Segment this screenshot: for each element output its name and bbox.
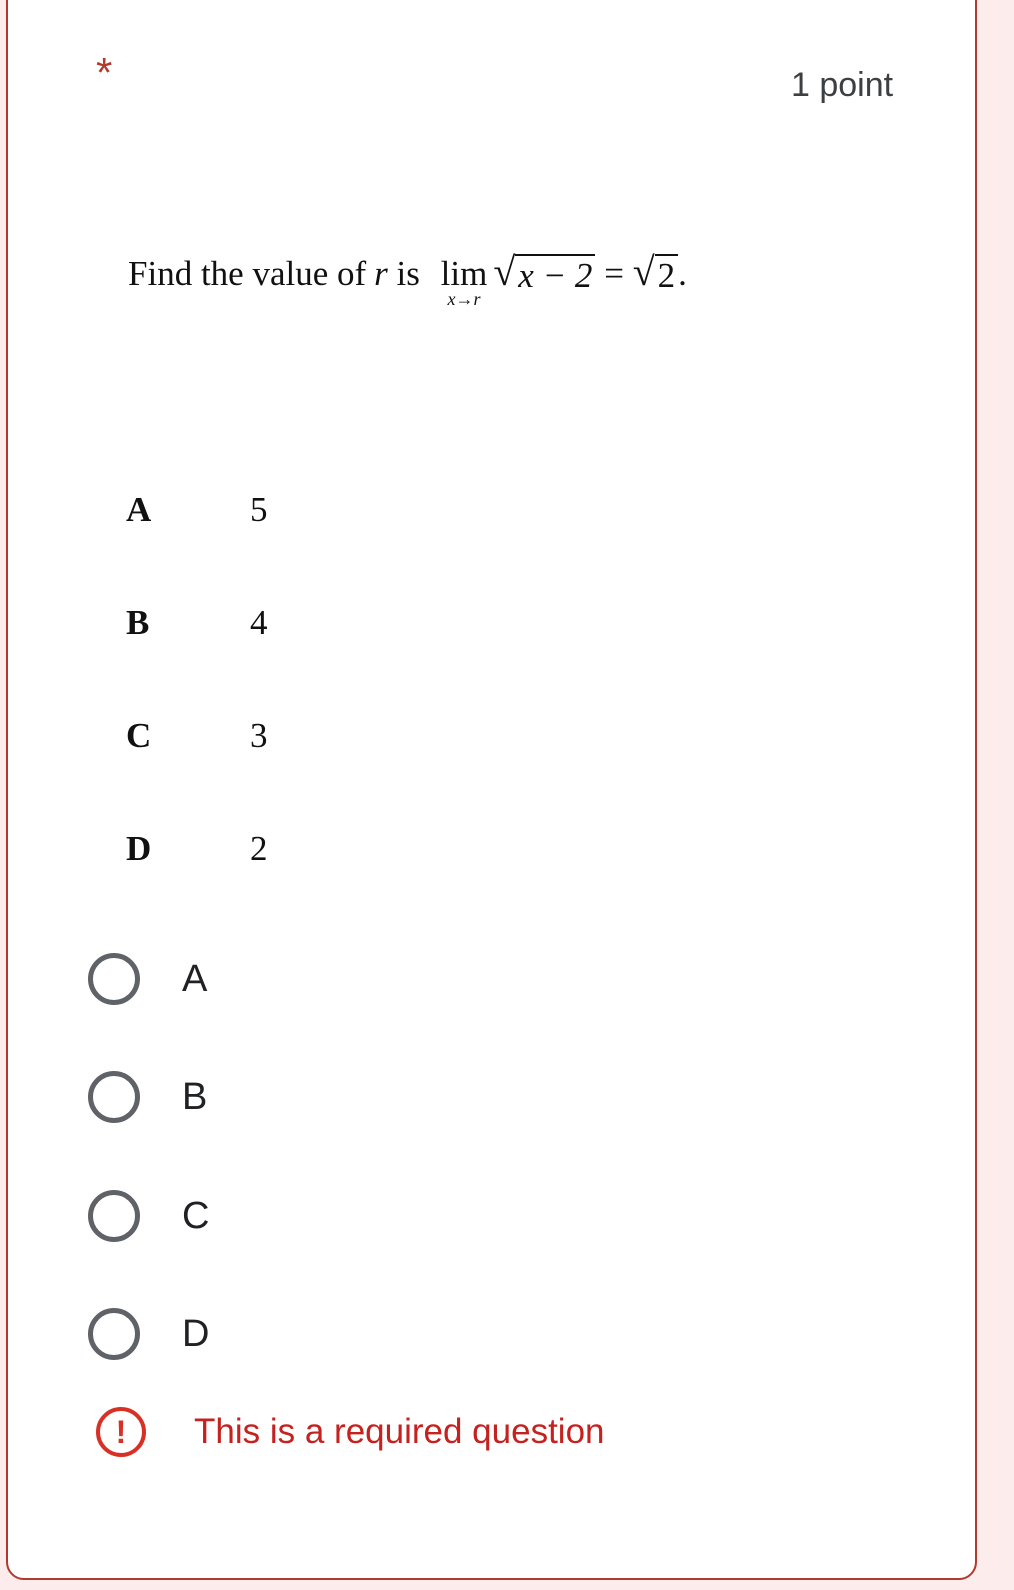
radio-label: A	[182, 957, 208, 1000]
error-message: This is a required question	[194, 1412, 605, 1451]
choice-value: 3	[250, 716, 268, 755]
question-middle: is	[387, 254, 429, 293]
radio-label: D	[182, 1312, 210, 1355]
choice-row-a	[126, 492, 268, 527]
choice-letter: B	[126, 603, 150, 642]
choice-row-c	[126, 718, 268, 753]
choice-letter: C	[126, 716, 152, 755]
radio-option-c[interactable]	[88, 1186, 209, 1246]
lim-subscript: x→r	[447, 289, 481, 309]
radical-sign-rhs: √	[632, 249, 655, 294]
radio-option-d[interactable]	[88, 1304, 209, 1364]
choice-value: 4	[250, 603, 268, 642]
error-icon: !	[96, 1407, 146, 1457]
question-text	[128, 249, 687, 309]
question-variable: r	[374, 254, 388, 293]
radio-button[interactable]	[88, 953, 140, 1005]
choice-letter: D	[126, 829, 152, 868]
question-prefix: Find the value of	[128, 254, 367, 293]
lim-word: lim	[440, 254, 488, 293]
required-error	[96, 1407, 605, 1457]
radicand-right: 2	[655, 254, 679, 296]
choice-value: 5	[250, 490, 268, 529]
radio-label: B	[182, 1075, 208, 1118]
choice-row-b	[126, 605, 268, 640]
equals-sign: =	[595, 254, 633, 293]
radio-button[interactable]	[88, 1190, 140, 1242]
choice-letter: A	[126, 490, 152, 529]
limit-operator	[441, 254, 488, 308]
choice-row-d	[126, 831, 268, 866]
radical-sign: √	[493, 249, 516, 294]
radio-button[interactable]	[88, 1071, 140, 1123]
question-card	[6, 0, 977, 1580]
choice-value: 2	[250, 829, 268, 868]
points-label: 1 point	[791, 66, 894, 104]
sqrt-rhs	[632, 249, 678, 296]
required-asterisk: *	[96, 49, 113, 96]
sqrt-expression	[493, 249, 595, 296]
radio-option-a[interactable]	[88, 949, 207, 1009]
radicand-left: x − 2	[515, 254, 595, 296]
radio-option-b[interactable]	[88, 1067, 207, 1127]
radio-button[interactable]	[88, 1308, 140, 1360]
question-end: .	[678, 254, 687, 293]
radio-label: C	[182, 1194, 210, 1237]
